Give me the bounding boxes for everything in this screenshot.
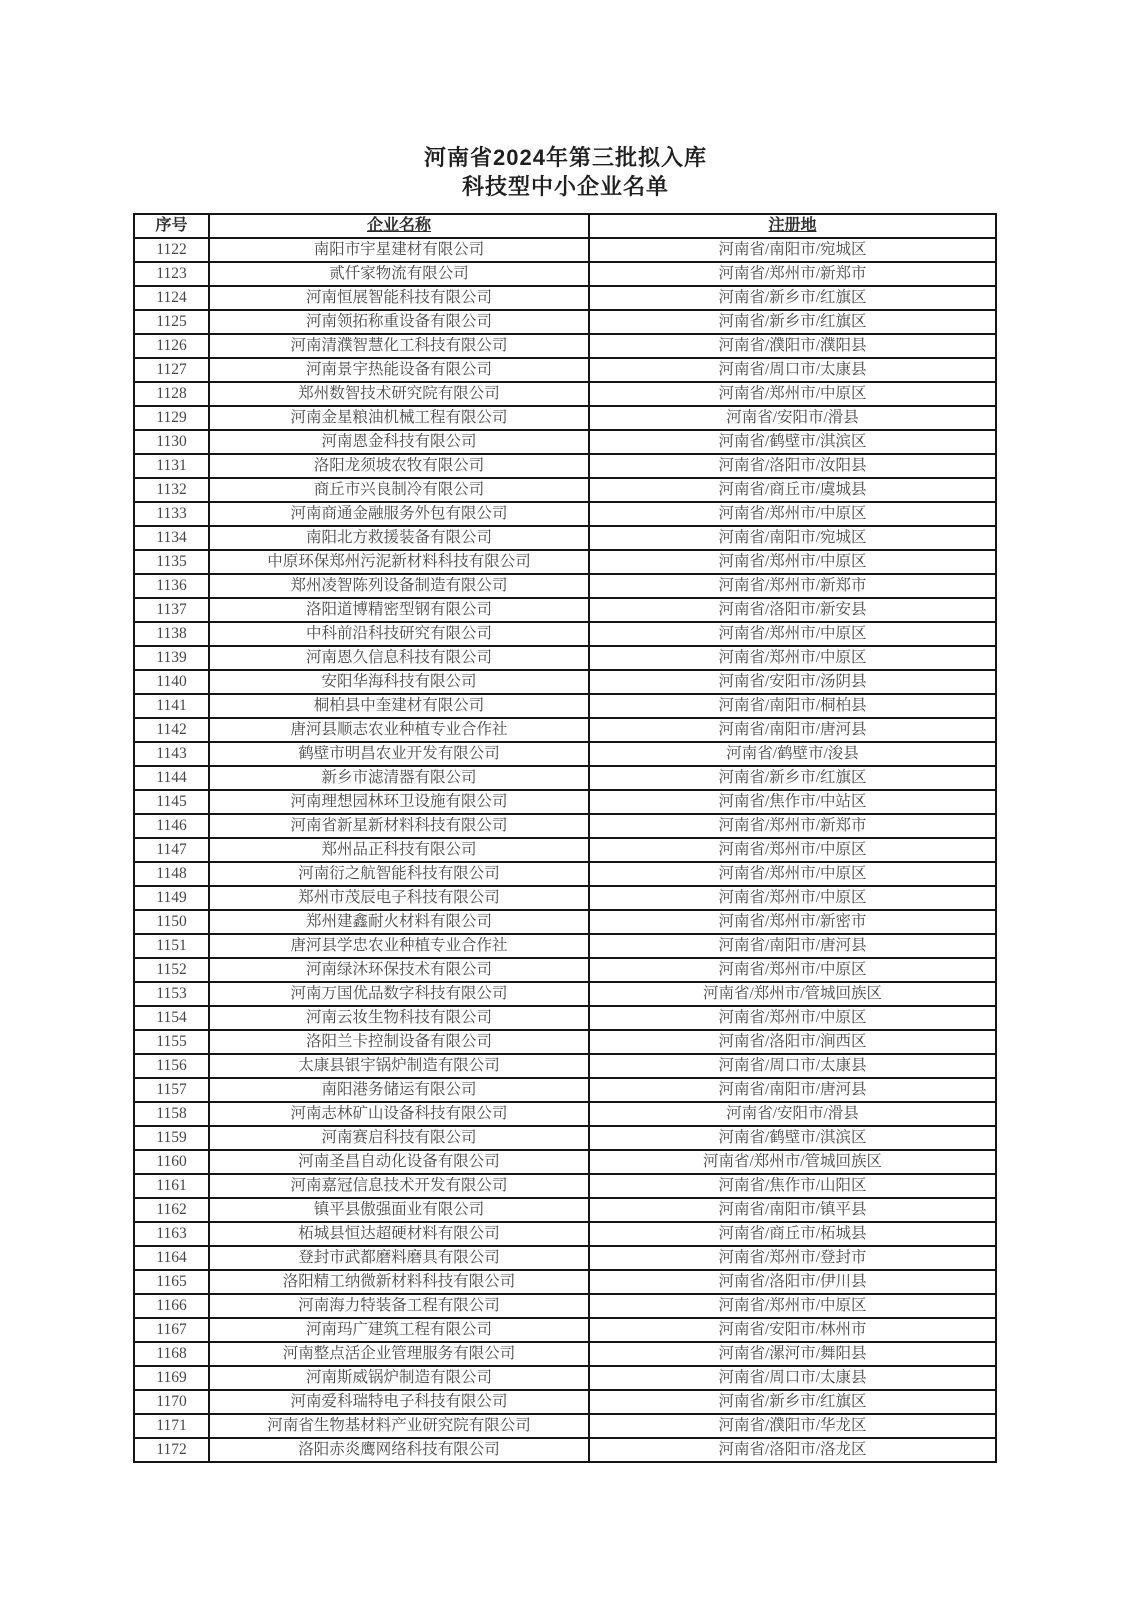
company-name-cell: 河南整点活企业管理服务有限公司 [209, 1342, 589, 1366]
company-name-cell: 河南衍之航智能科技有限公司 [209, 862, 589, 886]
table-row [134, 1006, 996, 1030]
table-row [134, 646, 996, 670]
table-row [134, 742, 996, 766]
registration-cell: 河南省/濮阳市/华龙区 [589, 1414, 996, 1438]
company-name-cell: 新乡市滤清器有限公司 [209, 766, 589, 790]
registration-cell: 河南省/漯河市/舞阳县 [589, 1342, 996, 1366]
company-name-cell: 河南恩久信息科技有限公司 [209, 646, 589, 670]
registration-cell: 河南省/安阳市/林州市 [589, 1318, 996, 1342]
registration-cell: 河南省/郑州市/中原区 [589, 862, 996, 886]
registration-cell: 河南省/洛阳市/汝阳县 [589, 454, 996, 478]
company-name-cell: 河南景宇热能设备有限公司 [209, 358, 589, 382]
registration-cell: 河南省/商丘市/虞城县 [589, 478, 996, 502]
row-index-cell: 1129 [134, 406, 209, 430]
company-name-cell: 唐河县顺志农业种植专业合作社 [209, 718, 589, 742]
table-row [134, 1246, 996, 1270]
registration-cell: 河南省/周口市/太康县 [589, 1054, 996, 1078]
company-name-cell: 河南玛广建筑工程有限公司 [209, 1318, 589, 1342]
table-row [134, 718, 996, 742]
column-header-company-name: 企业名称 [209, 214, 589, 238]
table-row [134, 1198, 996, 1222]
row-index-cell: 1130 [134, 430, 209, 454]
registration-cell: 河南省/洛阳市/洛龙区 [589, 1438, 996, 1462]
row-index-cell: 1170 [134, 1390, 209, 1414]
table-row [134, 622, 996, 646]
table-row [134, 310, 996, 334]
table-row [134, 1270, 996, 1294]
table-row [134, 382, 996, 406]
table-body [134, 238, 996, 1462]
table-row [134, 1054, 996, 1078]
table-row [134, 502, 996, 526]
registration-cell: 河南省/商丘市/柘城县 [589, 1222, 996, 1246]
table-row [134, 598, 996, 622]
row-index-cell: 1165 [134, 1270, 209, 1294]
registration-cell: 河南省/濮阳市/濮阳县 [589, 334, 996, 358]
row-index-cell: 1159 [134, 1126, 209, 1150]
company-name-cell: 南阳港务储运有限公司 [209, 1078, 589, 1102]
row-index-cell: 1137 [134, 598, 209, 622]
registration-cell: 河南省/鹤壁市/浚县 [589, 742, 996, 766]
table-row [134, 1294, 996, 1318]
table-row [134, 838, 996, 862]
table-row [134, 526, 996, 550]
company-name-cell: 河南斯威锅炉制造有限公司 [209, 1366, 589, 1390]
table-row [134, 670, 996, 694]
registration-cell: 河南省/新乡市/红旗区 [589, 766, 996, 790]
registration-cell: 河南省/周口市/太康县 [589, 358, 996, 382]
company-name-cell: 商丘市兴良制冷有限公司 [209, 478, 589, 502]
registration-cell: 河南省/周口市/太康县 [589, 1366, 996, 1390]
company-name-cell: 河南领拓称重设备有限公司 [209, 310, 589, 334]
row-index-cell: 1127 [134, 358, 209, 382]
row-index-cell: 1162 [134, 1198, 209, 1222]
company-name-cell: 中科前沿科技研究有限公司 [209, 622, 589, 646]
table-row [134, 430, 996, 454]
registration-cell: 河南省/郑州市/中原区 [589, 502, 996, 526]
row-index-cell: 1167 [134, 1318, 209, 1342]
table-row [134, 406, 996, 430]
registration-cell: 河南省/郑州市/中原区 [589, 886, 996, 910]
row-index-cell: 1128 [134, 382, 209, 406]
table-row [134, 550, 996, 574]
table-row [134, 766, 996, 790]
table-row [134, 454, 996, 478]
table-row [134, 262, 996, 286]
row-index-cell: 1161 [134, 1174, 209, 1198]
company-name-cell: 河南绿沐环保技术有限公司 [209, 958, 589, 982]
company-name-cell: 河南商通金融服务外包有限公司 [209, 502, 589, 526]
row-index-cell: 1171 [134, 1414, 209, 1438]
registration-cell: 河南省/郑州市/中原区 [589, 838, 996, 862]
registration-cell: 河南省/郑州市/管城回族区 [589, 1150, 996, 1174]
table-row [134, 1318, 996, 1342]
company-name-cell: 河南嘉冠信息技术开发有限公司 [209, 1174, 589, 1198]
row-index-cell: 1123 [134, 262, 209, 286]
company-name-cell: 郑州品正科技有限公司 [209, 838, 589, 862]
table-row [134, 1150, 996, 1174]
row-index-cell: 1126 [134, 334, 209, 358]
registration-cell: 河南省/洛阳市/伊川县 [589, 1270, 996, 1294]
company-name-cell: 郑州凌智陈列设备制造有限公司 [209, 574, 589, 598]
table-row [134, 1414, 996, 1438]
registration-cell: 河南省/郑州市/中原区 [589, 646, 996, 670]
table-row [134, 1030, 996, 1054]
registration-cell: 河南省/郑州市/管城回族区 [589, 982, 996, 1006]
company-name-cell: 桐柏县中奎建材有限公司 [209, 694, 589, 718]
row-index-cell: 1136 [134, 574, 209, 598]
row-index-cell: 1125 [134, 310, 209, 334]
company-name-cell: 洛阳道博精密型钢有限公司 [209, 598, 589, 622]
row-index-cell: 1148 [134, 862, 209, 886]
company-name-cell: 河南赛启科技有限公司 [209, 1126, 589, 1150]
table-row [134, 814, 996, 838]
table-row [134, 574, 996, 598]
registration-cell: 河南省/郑州市/中原区 [589, 382, 996, 406]
registration-cell: 河南省/安阳市/滑县 [589, 406, 996, 430]
company-name-cell: 中原环保郑州污泥新材料科技有限公司 [209, 550, 589, 574]
company-name-cell: 郑州市茂辰电子科技有限公司 [209, 886, 589, 910]
company-name-cell: 河南恩金科技有限公司 [209, 430, 589, 454]
company-name-cell: 镇平县傲强面业有限公司 [209, 1198, 589, 1222]
registration-cell: 河南省/郑州市/中原区 [589, 1294, 996, 1318]
registration-cell: 河南省/洛阳市/新安县 [589, 598, 996, 622]
company-name-cell: 洛阳赤炎鹰网络科技有限公司 [209, 1438, 589, 1462]
row-index-cell: 1147 [134, 838, 209, 862]
registration-cell: 河南省/郑州市/中原区 [589, 622, 996, 646]
table-row [134, 862, 996, 886]
company-name-cell: 洛阳精工纳微新材料科技有限公司 [209, 1270, 589, 1294]
table-row [134, 1222, 996, 1246]
row-index-cell: 1140 [134, 670, 209, 694]
registration-cell: 河南省/南阳市/唐河县 [589, 1078, 996, 1102]
row-index-cell: 1153 [134, 982, 209, 1006]
registration-cell: 河南省/南阳市/唐河县 [589, 718, 996, 742]
registration-cell: 河南省/焦作市/中站区 [589, 790, 996, 814]
row-index-cell: 1138 [134, 622, 209, 646]
table-row [134, 1174, 996, 1198]
registration-cell: 河南省/洛阳市/涧西区 [589, 1030, 996, 1054]
registration-cell: 河南省/鹤壁市/淇滨区 [589, 430, 996, 454]
registration-cell: 河南省/南阳市/桐柏县 [589, 694, 996, 718]
table-row [134, 358, 996, 382]
row-index-cell: 1146 [134, 814, 209, 838]
row-index-cell: 1144 [134, 766, 209, 790]
registration-cell: 河南省/安阳市/滑县 [589, 1102, 996, 1126]
row-index-cell: 1169 [134, 1366, 209, 1390]
table-row [134, 238, 996, 262]
row-index-cell: 1157 [134, 1078, 209, 1102]
row-index-cell: 1142 [134, 718, 209, 742]
company-name-cell: 河南海力特装备工程有限公司 [209, 1294, 589, 1318]
row-index-cell: 1168 [134, 1342, 209, 1366]
row-index-cell: 1152 [134, 958, 209, 982]
table-row [134, 1438, 996, 1462]
registration-cell: 河南省/鹤壁市/淇滨区 [589, 1126, 996, 1150]
row-index-cell: 1154 [134, 1006, 209, 1030]
company-name-cell: 洛阳龙须坡农牧有限公司 [209, 454, 589, 478]
row-index-cell: 1149 [134, 886, 209, 910]
registration-cell: 河南省/郑州市/新郑市 [589, 262, 996, 286]
table-row [134, 958, 996, 982]
company-name-cell: 柘城县恒达超硬材料有限公司 [209, 1222, 589, 1246]
column-header-registration: 注册地 [589, 214, 996, 238]
company-name-cell: 河南金星粮油机械工程有限公司 [209, 406, 589, 430]
row-index-cell: 1122 [134, 238, 209, 262]
column-header-index: 序号 [134, 214, 209, 238]
table-row [134, 334, 996, 358]
company-name-cell: 河南省新星新材料科技有限公司 [209, 814, 589, 838]
registration-cell: 河南省/安阳市/汤阴县 [589, 670, 996, 694]
table-row [134, 1342, 996, 1366]
company-name-cell: 南阳市宇星建材有限公司 [209, 238, 589, 262]
company-name-cell: 河南爱科瑞特电子科技有限公司 [209, 1390, 589, 1414]
company-name-cell: 安阳华海科技有限公司 [209, 670, 589, 694]
registration-cell: 河南省/南阳市/镇平县 [589, 1198, 996, 1222]
registration-cell: 河南省/郑州市/登封市 [589, 1246, 996, 1270]
row-index-cell: 1133 [134, 502, 209, 526]
row-index-cell: 1150 [134, 910, 209, 934]
registration-cell: 河南省/南阳市/唐河县 [589, 934, 996, 958]
registration-cell: 河南省/新乡市/红旗区 [589, 286, 996, 310]
table-row [134, 910, 996, 934]
company-name-cell: 郑州数智技术研究院有限公司 [209, 382, 589, 406]
row-index-cell: 1135 [134, 550, 209, 574]
row-index-cell: 1156 [134, 1054, 209, 1078]
company-name-cell: 唐河县学忠农业种植专业合作社 [209, 934, 589, 958]
company-name-cell: 洛阳兰卡控制设备有限公司 [209, 1030, 589, 1054]
company-name-cell: 河南清濮智慧化工科技有限公司 [209, 334, 589, 358]
company-name-cell: 河南圣昌自动化设备有限公司 [209, 1150, 589, 1174]
row-index-cell: 1132 [134, 478, 209, 502]
registration-cell: 河南省/新乡市/红旗区 [589, 310, 996, 334]
page-title [0, 143, 1131, 201]
row-index-cell: 1160 [134, 1150, 209, 1174]
company-name-cell: 河南理想园林环卫设施有限公司 [209, 790, 589, 814]
company-name-cell: 河南恒展智能科技有限公司 [209, 286, 589, 310]
table-header-row [134, 214, 996, 238]
row-index-cell: 1143 [134, 742, 209, 766]
company-table [133, 213, 997, 1463]
table-row [134, 478, 996, 502]
company-name-cell: 河南万国优品数字科技有限公司 [209, 982, 589, 1006]
company-name-cell: 郑州建鑫耐火材料有限公司 [209, 910, 589, 934]
registration-cell: 河南省/郑州市/新郑市 [589, 814, 996, 838]
row-index-cell: 1124 [134, 286, 209, 310]
table-row [134, 1366, 996, 1390]
registration-cell: 河南省/南阳市/宛城区 [589, 238, 996, 262]
registration-cell: 河南省/新乡市/红旗区 [589, 1390, 996, 1414]
registration-cell: 河南省/郑州市/新郑市 [589, 574, 996, 598]
company-name-cell: 河南志林矿山设备科技有限公司 [209, 1102, 589, 1126]
row-index-cell: 1158 [134, 1102, 209, 1126]
row-index-cell: 1155 [134, 1030, 209, 1054]
table-row [134, 982, 996, 1006]
table-row [134, 286, 996, 310]
company-name-cell: 鹤壁市明昌农业开发有限公司 [209, 742, 589, 766]
row-index-cell: 1166 [134, 1294, 209, 1318]
company-name-cell: 河南云妆生物科技有限公司 [209, 1006, 589, 1030]
row-index-cell: 1164 [134, 1246, 209, 1270]
page-title-line1: 河南省2024年第三批拟入库 [424, 145, 707, 170]
row-index-cell: 1131 [134, 454, 209, 478]
registration-cell: 河南省/郑州市/中原区 [589, 1006, 996, 1030]
registration-cell: 河南省/南阳市/宛城区 [589, 526, 996, 550]
table-row [134, 790, 996, 814]
registration-cell: 河南省/郑州市/中原区 [589, 550, 996, 574]
table-row [134, 934, 996, 958]
page-title-line2: 科技型中小企业名单 [461, 174, 669, 199]
row-index-cell: 1141 [134, 694, 209, 718]
table-row [134, 1078, 996, 1102]
company-name-cell: 河南省生物基材料产业研究院有限公司 [209, 1414, 589, 1438]
table-row [134, 1390, 996, 1414]
company-name-cell: 登封市武都磨料磨具有限公司 [209, 1246, 589, 1270]
table-row [134, 1102, 996, 1126]
registration-cell: 河南省/焦作市/山阳区 [589, 1174, 996, 1198]
table-row [134, 1126, 996, 1150]
row-index-cell: 1134 [134, 526, 209, 550]
row-index-cell: 1145 [134, 790, 209, 814]
company-name-cell: 贰仟家物流有限公司 [209, 262, 589, 286]
table-row [134, 694, 996, 718]
company-name-cell: 太康县银宇锅炉制造有限公司 [209, 1054, 589, 1078]
row-index-cell: 1139 [134, 646, 209, 670]
row-index-cell: 1172 [134, 1438, 209, 1462]
row-index-cell: 1151 [134, 934, 209, 958]
row-index-cell: 1163 [134, 1222, 209, 1246]
table-row [134, 886, 996, 910]
registration-cell: 河南省/郑州市/中原区 [589, 958, 996, 982]
company-name-cell: 南阳北方救援装备有限公司 [209, 526, 589, 550]
registration-cell: 河南省/郑州市/新密市 [589, 910, 996, 934]
